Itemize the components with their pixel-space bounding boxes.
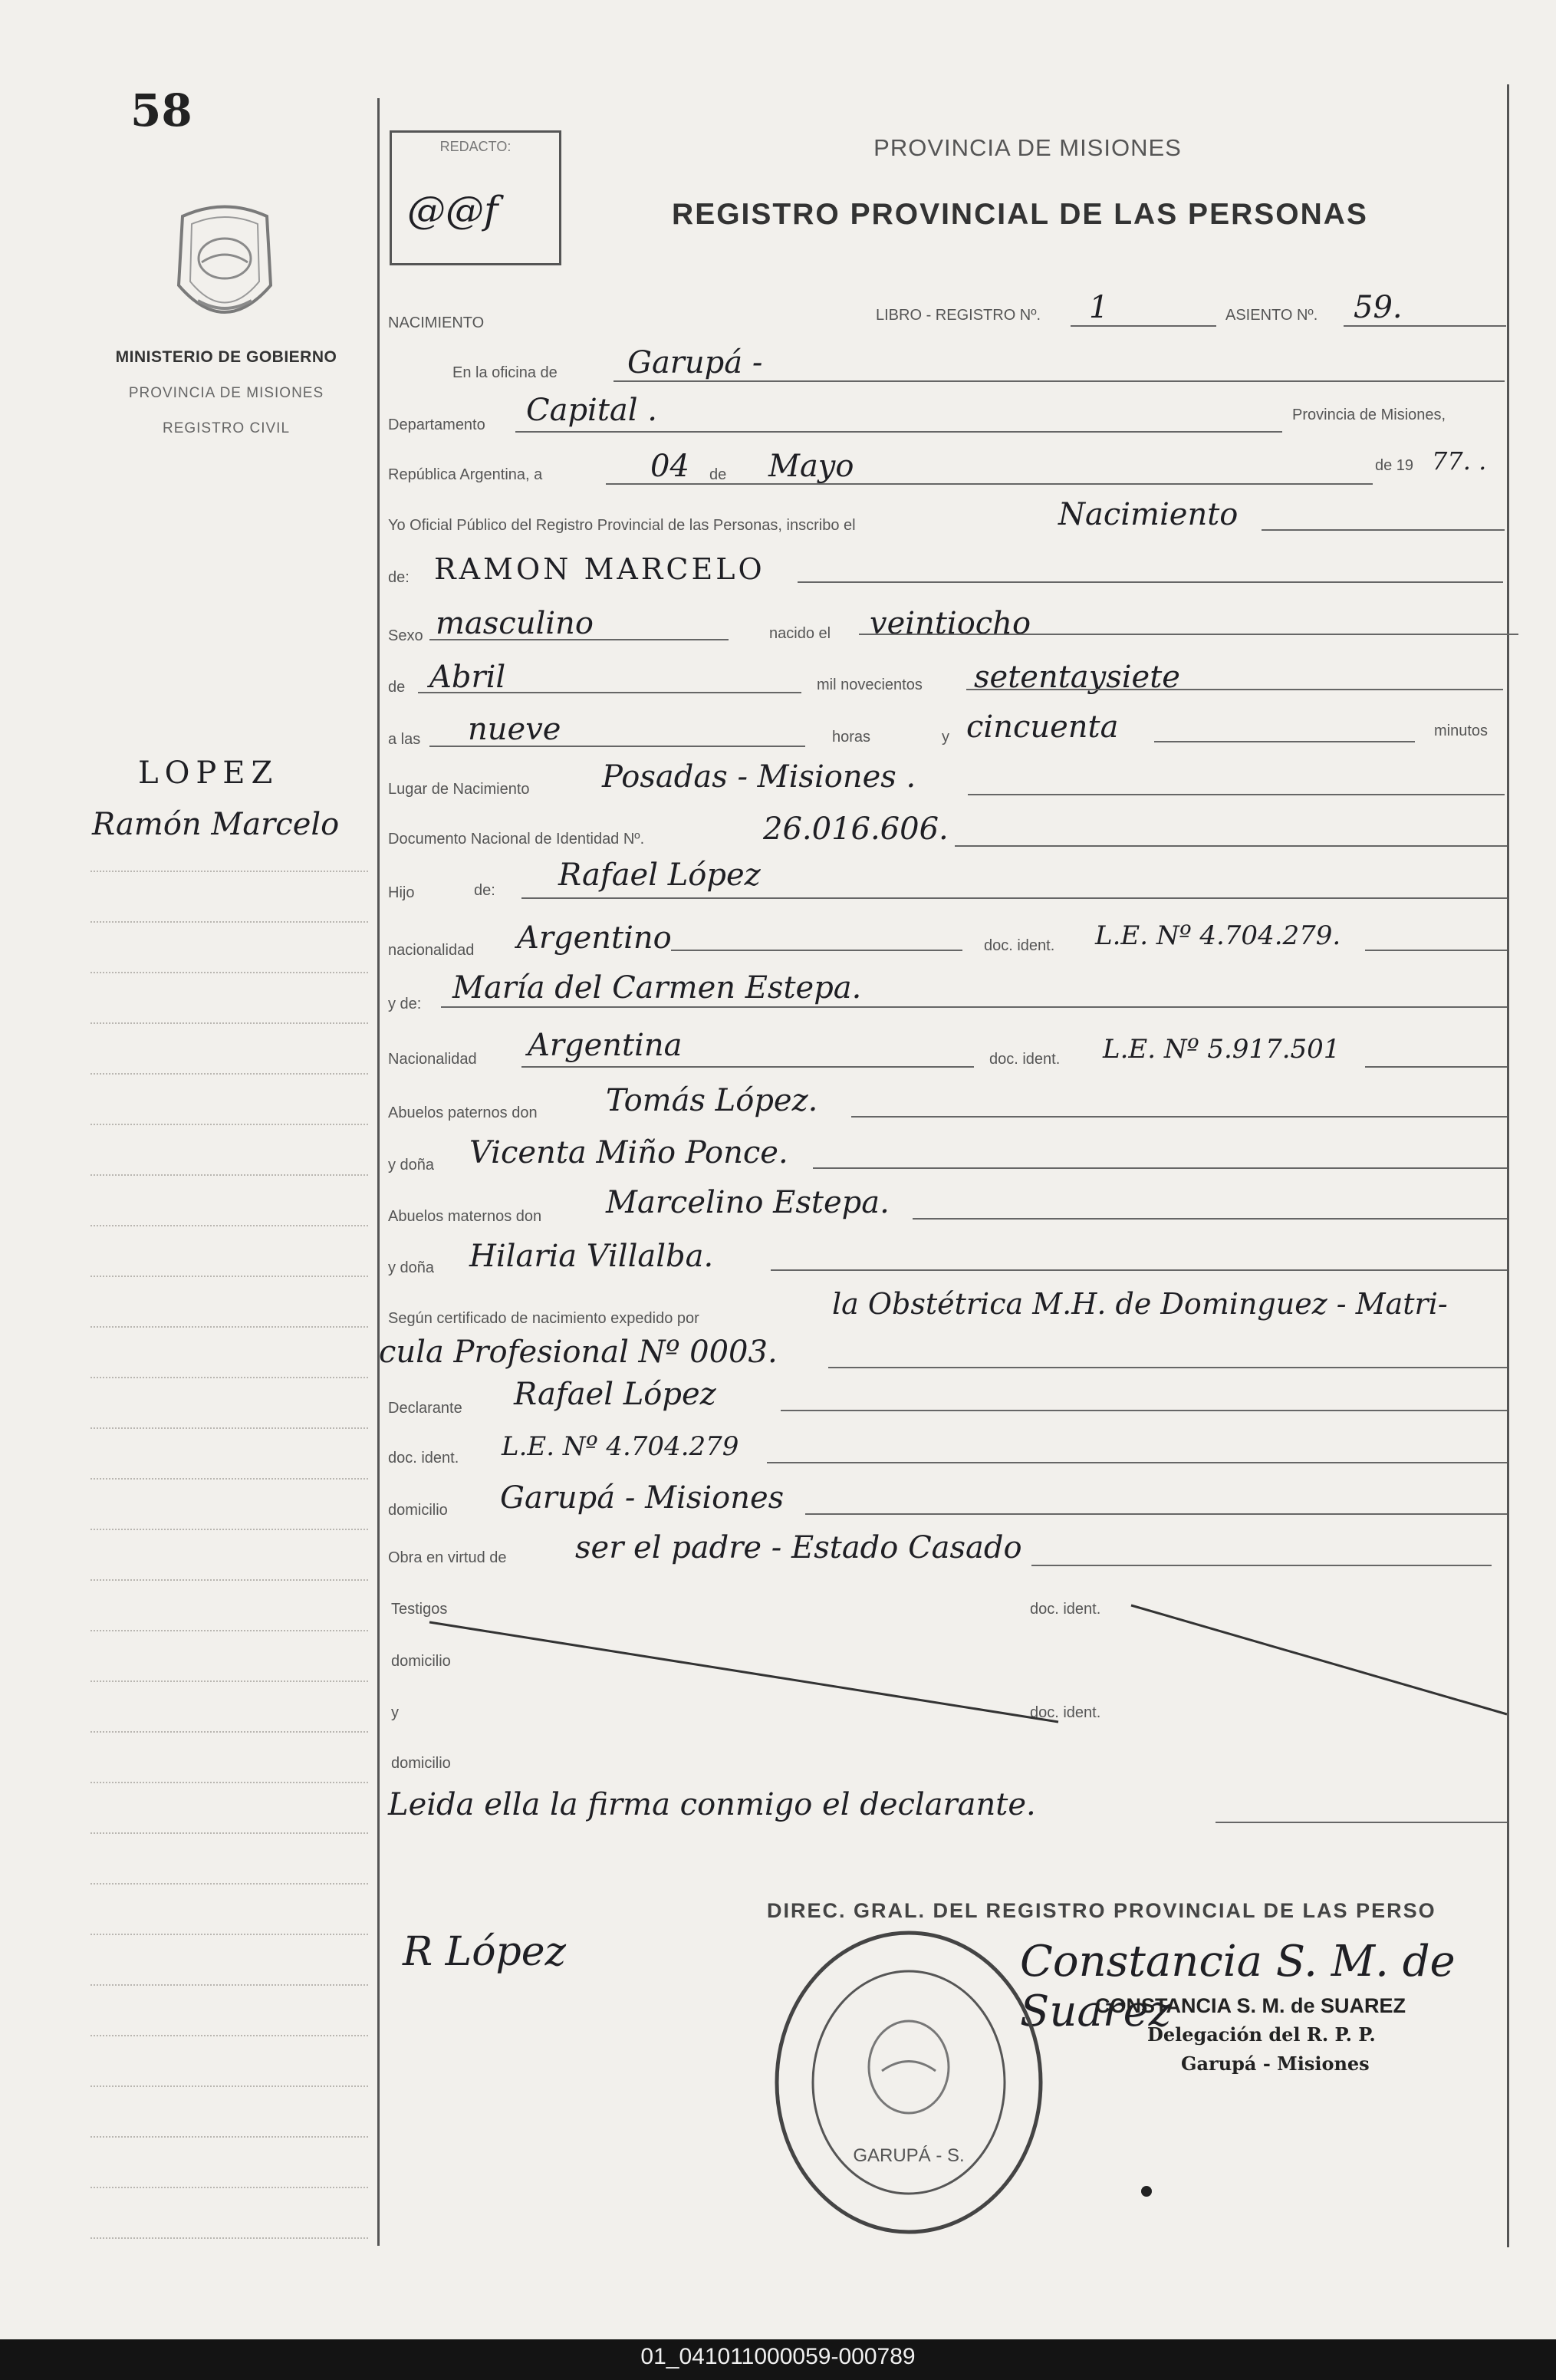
father-nationality: Argentino xyxy=(517,920,672,956)
de-mes-label: de xyxy=(388,679,406,696)
departamento-value: Capital . xyxy=(526,393,657,428)
de-name-label: de: xyxy=(388,569,410,586)
certificado-value-1: la Obstétrica M.H. de Dominguez - Matri- xyxy=(832,1287,1448,1321)
nacido-value: veintiocho xyxy=(870,606,1031,641)
libro-value: 1 xyxy=(1089,290,1109,325)
lugar-value: Posadas - Misiones . xyxy=(602,759,916,795)
minutos-label: minutos xyxy=(1434,723,1489,739)
nacido-label: nacido el xyxy=(769,625,831,642)
mother-doc-label: doc. ident. xyxy=(989,1051,1061,1068)
declarante-value: Rafael López xyxy=(514,1377,716,1412)
mother-name: María del Carmen Estepa. xyxy=(452,970,862,1006)
margin-rule xyxy=(90,2237,368,2239)
father-name: Rafael López xyxy=(558,858,761,893)
page-number: 58 xyxy=(130,84,192,137)
oficina-value: Garupá - xyxy=(627,345,763,380)
testigo-domicilio-label: domicilio xyxy=(391,1653,451,1670)
hours-value: nueve xyxy=(468,712,561,747)
father-doc: L.E. Nº 4.704.279. xyxy=(1095,920,1341,951)
testigos-doc-label: doc. ident. xyxy=(1030,1601,1101,1618)
de-label: de xyxy=(709,466,727,483)
margin-rule xyxy=(90,2187,368,2188)
provincia-suffix: Provincia de Misiones, xyxy=(1292,407,1446,423)
oficina-label: En la oficina de xyxy=(452,364,558,381)
margin-surname: LOPEZ xyxy=(138,755,279,791)
birth-day: 04 xyxy=(650,449,689,484)
stamp-bottom-text: GARUPÁ - S. xyxy=(853,2145,965,2166)
declarant-signature: R López xyxy=(403,1929,566,1975)
testigo2-domicilio-label: domicilio xyxy=(391,1755,451,1772)
sidebar-province-label: PROVINCIA DE MISIONES xyxy=(128,385,324,401)
y-dona-materna-label: y doña xyxy=(388,1259,435,1276)
ministry-label: MINISTERIO DE GOBIERNO xyxy=(115,348,337,366)
hijo-de-label: de: xyxy=(474,882,495,899)
birth-month: Abril xyxy=(429,660,506,695)
sexo-value: masculino xyxy=(436,606,594,641)
libro-label: LIBRO - REGISTRO Nº. xyxy=(876,307,1041,324)
declarante-doc: L.E. Nº 4.704.279 xyxy=(502,1431,739,1462)
oficial-label: Yo Oficial Público del Registro Provincial de las Personas, inscribo el xyxy=(388,517,856,534)
abuelos-paternos-label: Abuelos paternos don xyxy=(388,1104,538,1121)
y-de-label: y de: xyxy=(388,996,422,1012)
abuelos-maternos-label: Abuelos maternos don xyxy=(388,1208,542,1225)
mother-nationality: Argentina xyxy=(528,1028,683,1063)
testigos-label: Testigos xyxy=(391,1601,448,1618)
official-signature: Constancia S. M. de Suarez xyxy=(1020,1937,1456,2036)
stamp-ring-text: DIREC. GRAL. DEL REGISTRO PROVINCIAL DE LAS PERSO xyxy=(767,1899,1436,1922)
margin-rule xyxy=(90,2136,368,2138)
testigo2-doc-label: doc. ident. xyxy=(1030,1704,1101,1721)
obra-value: ser el padre - Estado Casado xyxy=(575,1530,1022,1565)
domicilio-value: Garupá - Misiones xyxy=(500,1480,785,1516)
minutes-value: cincuenta xyxy=(966,709,1119,745)
oficial-value: Nacimiento xyxy=(1058,497,1239,532)
domicilio-label: domicilio xyxy=(388,1502,448,1519)
mil-label: mil novecientos xyxy=(817,676,923,693)
nacionalidad-label: nacionalidad xyxy=(388,942,475,959)
year-value: 77. . xyxy=(1432,446,1487,476)
obra-label: Obra en virtud de xyxy=(388,1549,507,1566)
birth-year-words: setentaysiete xyxy=(974,660,1180,695)
sexo-label: Sexo xyxy=(388,627,423,644)
ink-dot xyxy=(1141,2186,1152,2197)
closing-text: Leida ella la firma conmigo el declarante. xyxy=(388,1787,1036,1822)
testigo-y-label: y xyxy=(391,1704,399,1721)
lugar-label: Lugar de Nacimiento xyxy=(388,781,530,798)
abuelo-materno: Marcelino Estepa. xyxy=(606,1185,890,1220)
margin-rule xyxy=(90,1984,368,1986)
asiento-value: 59. xyxy=(1354,290,1403,325)
abuelo-paterno: Tomás López. xyxy=(606,1083,818,1118)
hijo-label: Hijo xyxy=(388,884,415,901)
nacionalidad2-label: Nacionalidad xyxy=(388,1051,477,1068)
official-name: CONSTANCIA S. M. de SUAREZ xyxy=(1095,1994,1406,2017)
certificado-label: Según certificado de nacimiento expedido por xyxy=(388,1310,699,1327)
margin-rule xyxy=(90,2035,368,2036)
asiento-label: ASIENTO Nº. xyxy=(1225,307,1318,324)
header-province: PROVINCIA DE MISIONES xyxy=(873,134,1182,161)
horas-label: horas xyxy=(832,729,871,746)
registration-month: Mayo xyxy=(768,449,854,484)
margin-rule xyxy=(90,1883,368,1885)
margin-rule xyxy=(90,1934,368,1935)
declarante-doc-label: doc. ident. xyxy=(388,1450,459,1467)
official-role: Delegación del R. P. P. xyxy=(1147,2023,1376,2046)
registrant-name: RAMON MARCELO xyxy=(434,552,765,586)
record-type: NACIMIENTO xyxy=(388,314,485,331)
republica-label: República Argentina, a xyxy=(388,466,543,483)
dni-value: 26.016.606. xyxy=(763,811,949,847)
father-doc-label: doc. ident. xyxy=(984,937,1055,954)
margin-rule xyxy=(90,2085,368,2087)
dni-label: Documento Nacional de Identidad Nº. xyxy=(388,831,645,848)
redacto-label: REDACTO: xyxy=(439,139,512,154)
y-dona-label: y doña xyxy=(388,1157,435,1174)
departamento-label: Departamento xyxy=(388,416,485,433)
margin-names: Ramón Marcelo xyxy=(92,807,340,842)
year-label: de 19 xyxy=(1375,457,1414,474)
official-place: Garupá - Misiones xyxy=(1181,2052,1370,2075)
declarante-label: Declarante xyxy=(388,1400,462,1417)
redacto-initials: @@f xyxy=(407,188,498,232)
certificado-value-2: cula Profesional Nº 0003. xyxy=(379,1335,778,1370)
sidebar-registry-label: REGISTRO CIVIL xyxy=(162,420,291,436)
mother-doc: L.E. Nº 5.917.501 xyxy=(1103,1034,1341,1065)
image-caption: 01_041011000059-000789 xyxy=(640,2344,916,2369)
abuela-paterna: Vicenta Miño Ponce. xyxy=(469,1135,788,1170)
page-title: REGISTRO PROVINCIAL DE LAS PERSONAS xyxy=(672,198,1368,231)
abuela-materna: Hilaria Villalba. xyxy=(469,1239,714,1274)
y-label: y xyxy=(942,729,949,746)
a-las-label: a las xyxy=(388,731,421,748)
